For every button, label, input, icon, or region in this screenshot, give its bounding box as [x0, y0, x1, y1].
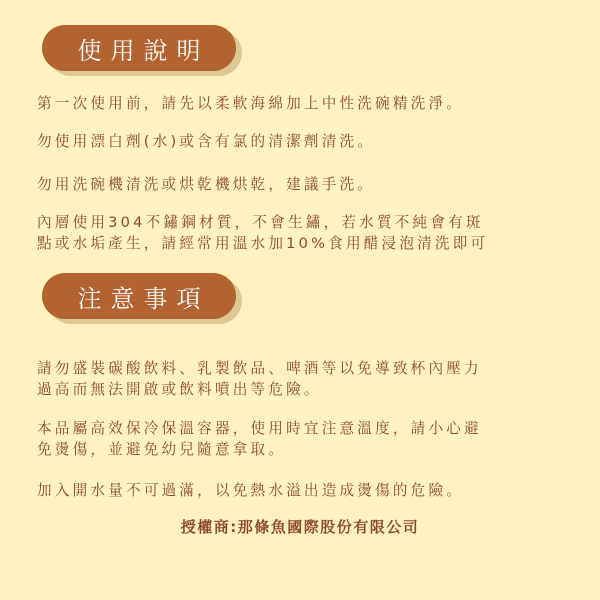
licensor-footer: 授權商:那條魚國際股份有限公司: [180, 518, 420, 536]
usage-item-4-line-2: 點或水垢產生，請經常用溫水加10%食用醋浸泡清洗即可: [37, 235, 489, 252]
usage-item-2: 勿使用漂白劑(水)或含有氯的清潔劑清洗。: [37, 133, 376, 150]
usage-instructions-heading: 使用說明: [42, 25, 236, 71]
precaution-item-2: [37, 418, 567, 460]
precaution-item-3: 加入開水量不可過滿，以免熱水溢出造成燙傷的危險。: [37, 482, 465, 499]
precaution-item-1-line-2: 過高而無法開啟或飲料噴出等危險。: [37, 381, 322, 398]
usage-item-3: 勿用洗碗機清洗或烘乾機烘乾，建議手洗。: [37, 176, 376, 193]
usage-item-4: [37, 212, 567, 254]
precaution-item-1-line-1: 請勿盛裝碳酸飲料、乳製飲品、啤酒等以免導致杯內壓力: [37, 360, 482, 377]
usage-item-1: 第一次使用前，請先以柔軟海綿加上中性洗碗精洗淨。: [37, 95, 465, 112]
precaution-item-2-line-2: 免燙傷，並避免幼兒隨意拿取。: [37, 441, 287, 458]
precaution-item-2-line-1: 本品屬高效保冷保溫容器，使用時宜注意溫度，請小心避: [37, 420, 482, 437]
usage-item-4-line-1: 內層使用304不鏽鋼材質，不會生鏽，若水質不純會有斑: [37, 214, 484, 231]
precautions-heading: 注意事項: [42, 273, 236, 319]
precaution-item-1: [37, 358, 567, 400]
